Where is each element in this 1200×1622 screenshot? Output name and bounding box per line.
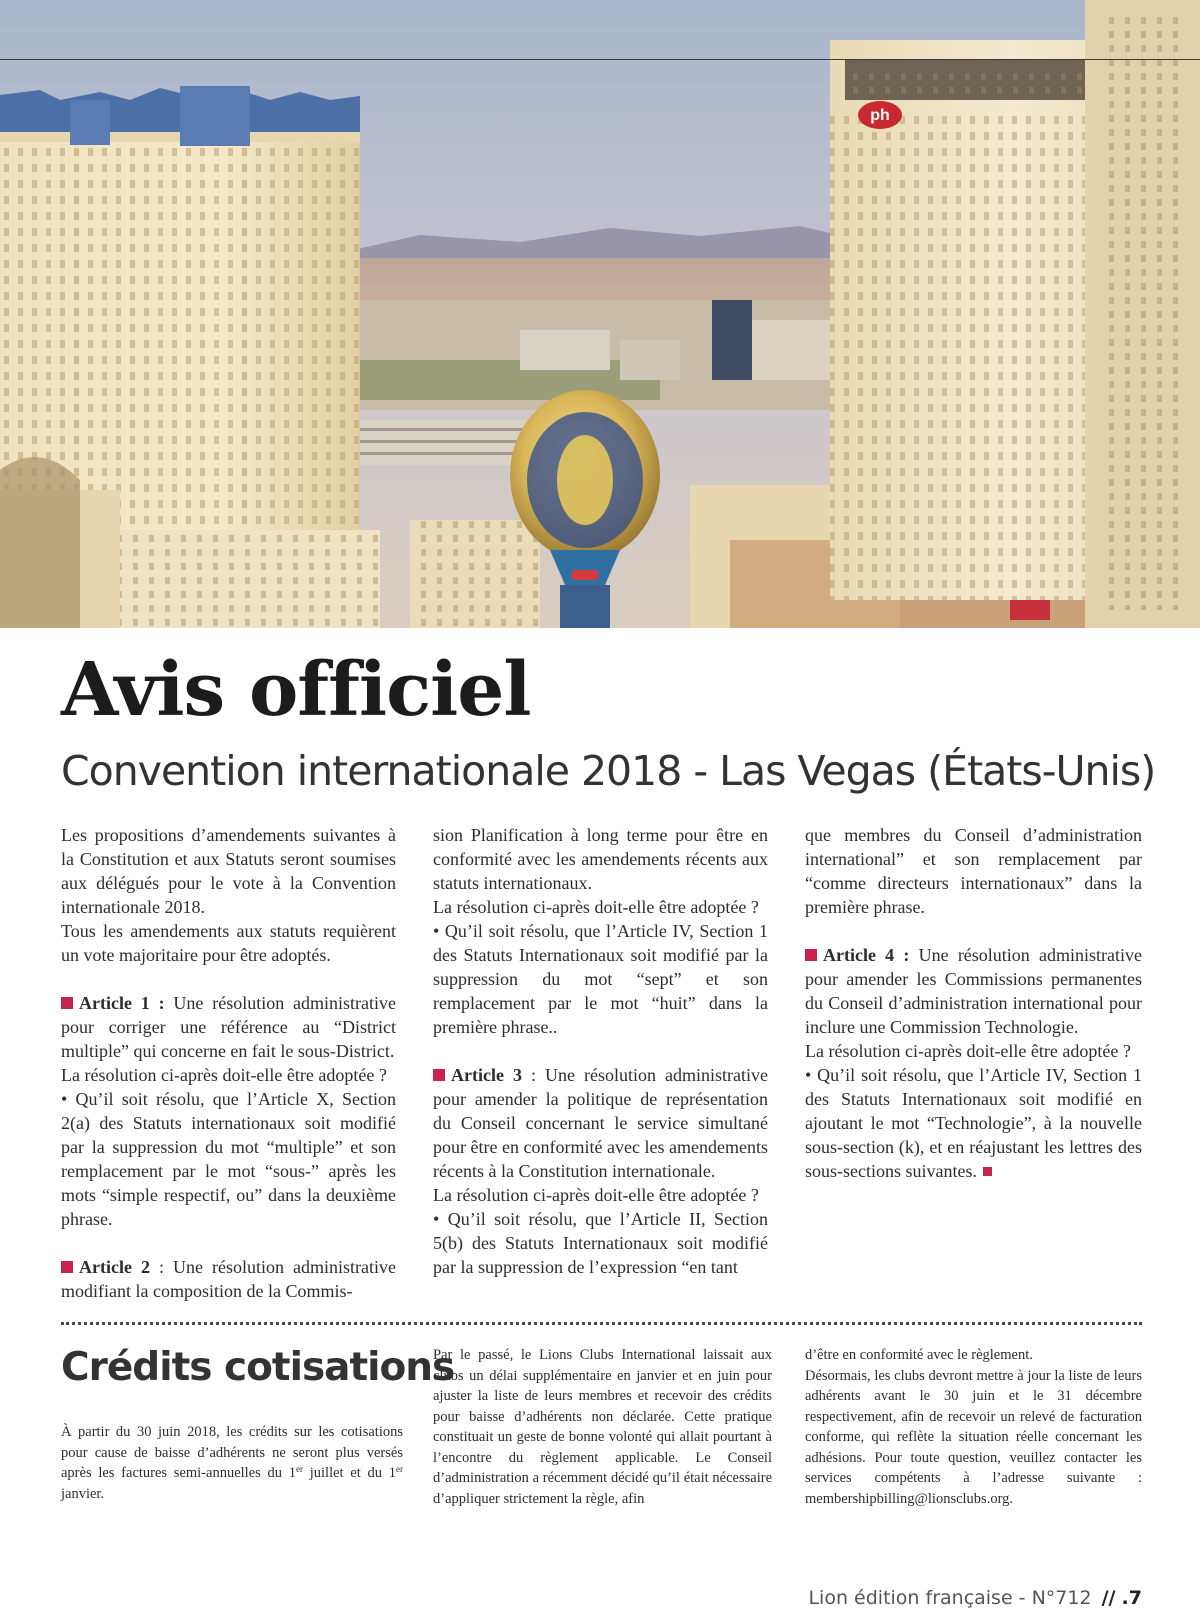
hotel-sign-text: ph	[870, 107, 890, 124]
article-2-question: La résolution ci-après doit-elle être adoptée ?	[433, 897, 759, 917]
article-2-label: Article 2	[79, 1257, 150, 1277]
article-3-summary	[433, 1063, 768, 1183]
article-3-resolution-continued: que membres du Conseil d’administration international” et son remplacement par “comme directeurs internationaux” dans la première phrase.	[805, 825, 1142, 917]
credits-paragraph-2-continued: d’être en conformité avec le règlement.	[805, 1347, 1033, 1363]
article-column-1	[61, 823, 396, 1303]
article-4-resolution-text: • Qu’il soit résolu, que l’Article IV, Section 1 des Statuts Internationaux soit modifié en ajoutant le mot “Technologie”, à la nouvelle sous-section (k), et en réajustant les lettres des sous-sections suivantes.	[805, 1065, 1142, 1181]
article-column-2	[433, 823, 768, 1279]
article-3-resolution-part-1: • Qu’il soit résolu, que l’Article II, Section 5(b) des Statuts Internationaux soit modifié par la suppression de l’expression “en tant	[433, 1209, 768, 1277]
hero-rule-line	[0, 59, 1200, 60]
article-column-3	[805, 823, 1142, 1183]
article-2-summary-part-1: : Une résolution administrative modifiant la composition de la Commis-	[61, 1257, 396, 1301]
credits-paragraph-1: À partir du 30 juin 2018, les crédits sur les cotisations pour cause de baisse d’adhérents ne seront plus versés après les factures semi-annuelles du 1er juillet et du 1er janvier.	[61, 1424, 403, 1502]
credits-column-1	[61, 1422, 403, 1504]
credits-column-2	[433, 1345, 772, 1509]
article-3-label: Article 3	[451, 1065, 522, 1085]
publication-name: Lion édition française - N°712	[808, 1587, 1092, 1609]
article-4-summary-text: Une résolution administrative pour amender les Commissions permanentes du Conseil d’administration international pour inclure une Commission Technologie.	[805, 945, 1142, 1037]
article-4-question: La résolution ci-après doit-elle être adoptée ?	[805, 1041, 1131, 1061]
article-1-summary-text: Une résolution administrative pour corriger une référence au “District multiple” qui concerne en fait le sous-District.	[61, 993, 397, 1061]
page-footer	[808, 1586, 1142, 1610]
article-3-summary-text: : Une résolution administrative pour amender la politique de représentation du Conseil concernant le service simultané pour être en conformité avec les amendements récents à la Constitution internationale.	[433, 1065, 768, 1181]
article-4-resolution	[805, 1063, 1142, 1183]
hero-photo	[0, 0, 1200, 628]
end-mark-icon	[983, 1167, 992, 1176]
las-vegas-skyline-image	[0, 0, 1200, 628]
article-2-resolution: • Qu’il soit résolu, que l’Article IV, Section 1 des Statuts Internationaux soit modifié par la suppression du mot “sept” et son remplacement par le mot “huit” dans la première phrase..	[433, 921, 768, 1037]
page-subtitle: Convention internationale 2018 - Las Vegas (États-Unis)	[61, 747, 1156, 795]
page-number: .7	[1121, 1587, 1142, 1609]
article-1-question: La résolution ci-après doit-elle être adoptée ?	[61, 1065, 387, 1085]
bullet-square-icon	[61, 1261, 73, 1273]
dotted-divider	[61, 1322, 1142, 1325]
credits-column-3	[805, 1345, 1142, 1509]
bullet-square-icon	[433, 1069, 445, 1081]
article-1-resolution: • Qu’il soit résolu, que l’Article X, Section 2(a) des Statuts internationaux soit modifié par la suppression du mot “multiple” et son remplacement par le mot “sous-” après les mots “simple respectif, ou” dans la deuxième phrase.	[61, 1089, 396, 1229]
article-1-label: Article 1 :	[79, 993, 165, 1013]
article-1-summary	[61, 991, 396, 1063]
article-2-summary-continued: sion Planification à long terme pour être en conformité avec les amendements récents aux statuts internationaux.	[433, 825, 768, 893]
intro-paragraph-1: Les propositions d’amendements suivantes à la Constitution et aux Statuts seront soumises aux délégués pour le vote à la Convention internationale 2018.	[61, 825, 396, 917]
page-title: Avis officiel	[61, 647, 531, 733]
credits-paragraph-3: Désormais, les clubs devront mettre à jour la liste de leurs adhérents avant le 30 juin et le 31 décembre respectivement, afin de recevoir un relevé de facturation conforme, qui reflète la situation réelle concernant les adhésions. Pour toute question, veuillez contacter les services compétents à l’adresse suivante : membershipbilling@lionsclubs.org.	[805, 1367, 1142, 1507]
article-4-label: Article 4 :	[823, 945, 910, 965]
article-3-question: La résolution ci-après doit-elle être adoptée ?	[433, 1185, 759, 1205]
intro-paragraph-2: Tous les amendements aux statuts requièrent un vote majoritaire pour être adoptés.	[61, 921, 396, 965]
bullet-square-icon	[805, 949, 817, 961]
article-4-summary	[805, 943, 1142, 1039]
article-2-summary	[61, 1255, 396, 1303]
credits-paragraph-2-part-1: Par le passé, le Lions Clubs International laissait aux clubs un délai supplémentaire en janvier et en juin pour ajuster la liste de leurs membres et recevoir des crédits pour baisse d’adhérents non déclarée. Cette pratique constituait un geste de bonne volonté qui allait pourtant à l’encontre du règlement applicable. Le Conseil d’administration a récemment décidé qu’il était nécessaire d’appliquer strictement la règle, afin	[433, 1347, 772, 1507]
bullet-square-icon	[61, 997, 73, 1009]
credits-title: Crédits cotisations	[61, 1345, 455, 1390]
footer-separator: //	[1101, 1587, 1116, 1609]
